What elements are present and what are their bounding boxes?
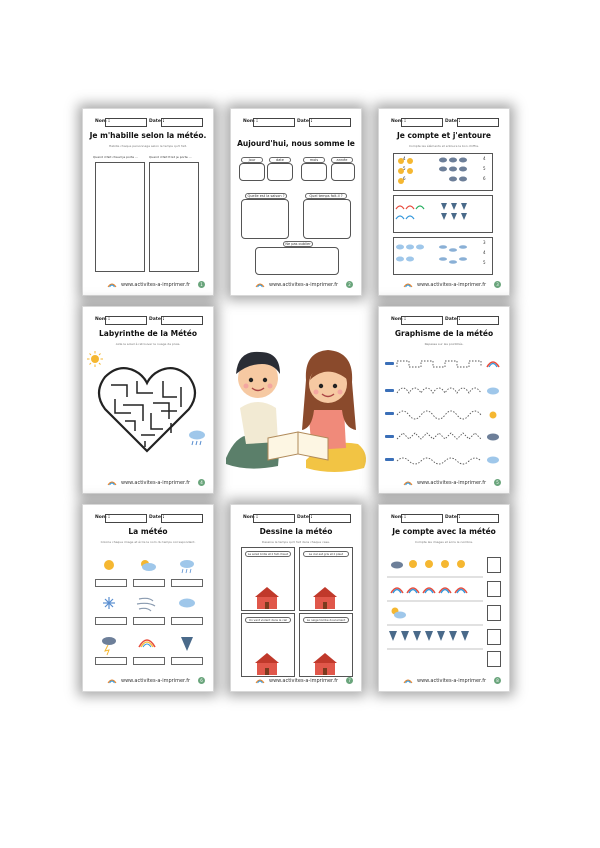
footer [83, 478, 213, 488]
date-label: Date : [445, 317, 461, 322]
worksheet-instructions: Colorie chaque image et écris le nom du temps correspondant. [100, 540, 196, 544]
footer [83, 676, 213, 686]
name-field [253, 118, 295, 127]
worksheet-title: Je compte et j'entoure [397, 131, 491, 140]
worksheet-aujourdhui[interactable] [230, 108, 362, 296]
name-label: Nom : [243, 119, 258, 124]
rain-cloud-icon [187, 429, 207, 447]
site-logo-icon [107, 281, 117, 289]
site-logo-icon [107, 479, 117, 487]
name-label: Nom : [95, 317, 110, 322]
footer-url: www.activites-a-imprimer.fr [121, 282, 191, 288]
tracing-lines [383, 353, 505, 477]
season-box [241, 199, 289, 239]
name-date-header [389, 118, 499, 126]
answer-box[interactable] [95, 657, 127, 665]
worksheet-instructions: Repasse sur les pointillés. [424, 342, 464, 346]
date-field [161, 118, 203, 127]
date-box [267, 163, 293, 181]
column-label-hot: Quand il fait chaud je porte ... [93, 155, 138, 159]
draw-prompt-2: Le ciel est gris et il pleut [303, 551, 349, 557]
page-badge: 7 [346, 677, 353, 684]
name-label: Nom : [95, 515, 110, 520]
num-option: 6 [483, 176, 486, 181]
reminder-label: Ne pas oublier [283, 241, 313, 247]
count-images [393, 153, 491, 273]
worksheet-title: La météo [128, 527, 168, 536]
worksheet-title: Dessine la météo [259, 527, 333, 536]
worksheet-instructions: Habille chaque personnage selon le temps qu'il fait. [108, 144, 188, 148]
num-option: 3 [483, 240, 486, 245]
count-answer-box[interactable] [487, 651, 501, 667]
worksheet-instructions: Dessine le temps qu'il fait dans chaque case. [262, 540, 330, 544]
draw-prompt-3: Un vent violent dans le ciel [245, 617, 291, 623]
answer-box[interactable] [171, 579, 203, 587]
date-field [309, 514, 351, 523]
footer-url: www.activites-a-imprimer.fr [417, 480, 487, 486]
worksheet-compte-entoure[interactable] [378, 108, 510, 296]
worksheet-instructions: Compte les images et écris le nombre. [414, 540, 473, 544]
worksheet-dessine[interactable] [230, 504, 362, 692]
footer [83, 280, 213, 290]
answer-box[interactable] [133, 617, 165, 625]
worksheet-labyrinthe[interactable] [82, 306, 214, 494]
month-box [301, 163, 327, 181]
site-logo-icon [403, 479, 413, 487]
worksheet-title: Aujourd'hui, nous somme le [237, 139, 355, 148]
name-date-header [93, 316, 203, 324]
draw-prompt-1: Le soleil brille et il fait chaud [245, 551, 291, 557]
name-label: Nom : [391, 317, 406, 322]
footer-url: www.activites-a-imprimer.fr [121, 678, 191, 684]
footer-url: www.activites-a-imprimer.fr [417, 678, 487, 684]
date-field [309, 118, 351, 127]
column-label-cold: Quand il fait froid je porte ... [149, 155, 192, 159]
site-logo-icon [403, 677, 413, 685]
date-label: Date : [149, 317, 165, 322]
heart-maze-icon [97, 363, 197, 455]
worksheet-habille[interactable] [82, 108, 214, 296]
worksheet-compte-meteo[interactable] [378, 504, 510, 692]
footer [379, 676, 509, 686]
site-logo-icon [403, 281, 413, 289]
name-field [253, 514, 295, 523]
page-badge: 1 [198, 281, 205, 288]
name-label: Nom : [95, 119, 110, 124]
num-option: 4 [483, 156, 486, 161]
count-rows [387, 553, 503, 677]
worksheet-instructions: Compte les éléments et entoure le bon chiffre. [408, 144, 480, 148]
date-label: Date : [297, 119, 313, 124]
name-field [105, 118, 147, 127]
name-field [401, 316, 443, 325]
answer-box[interactable] [95, 617, 127, 625]
footer-url: www.activites-a-imprimer.fr [417, 282, 487, 288]
num-option: 6 [403, 176, 406, 181]
name-date-header [241, 514, 351, 522]
year-tag: année [331, 157, 353, 163]
date-label: Date : [297, 515, 313, 520]
season-question: Quelle est la saison ? [245, 193, 287, 199]
site-logo-icon [255, 281, 265, 289]
footer [379, 478, 509, 488]
date-tag: date [269, 157, 291, 163]
answer-box[interactable] [133, 657, 165, 665]
num-option: 4 [403, 156, 406, 161]
children-reading-illustration [218, 330, 376, 480]
footer [231, 676, 361, 686]
worksheet-title: Je compte avec la météo [392, 527, 496, 536]
footer-url: www.activites-a-imprimer.fr [269, 678, 339, 684]
name-field [401, 118, 443, 127]
day-tag: jour [241, 157, 263, 163]
footer-url: www.activites-a-imprimer.fr [269, 282, 339, 288]
count-answer-box[interactable] [487, 581, 501, 597]
hot-column-box [95, 162, 145, 272]
name-date-header [241, 118, 351, 126]
name-label: Nom : [391, 119, 406, 124]
weather-box [303, 199, 351, 239]
day-box [239, 163, 265, 181]
num-option: 4 [483, 250, 486, 255]
cold-column-box [149, 162, 199, 272]
date-field [457, 316, 499, 325]
name-date-header [93, 514, 203, 522]
page-badge: 8 [494, 677, 501, 684]
name-date-header [93, 118, 203, 126]
page-badge: 3 [494, 281, 501, 288]
answer-box[interactable] [171, 657, 203, 665]
footer [379, 280, 509, 290]
name-date-header [389, 316, 499, 324]
worksheet-title: Je m'habille selon la météo. [89, 131, 207, 140]
page-badge: 6 [198, 677, 205, 684]
date-label: Date : [149, 515, 165, 520]
month-tag: mois [303, 157, 325, 163]
house-icons [241, 547, 351, 675]
date-label: Date : [445, 119, 461, 124]
worksheet-graphisme[interactable] [378, 306, 510, 494]
answer-box[interactable] [133, 579, 165, 587]
name-field [105, 316, 147, 325]
name-label: Nom : [243, 515, 258, 520]
weather-icons-grid [91, 553, 205, 667]
page-badge: 4 [198, 479, 205, 486]
reminder-box [255, 247, 339, 275]
name-field [401, 514, 443, 523]
draw-prompt-4: Le neige tombe doucement [303, 617, 349, 623]
worksheet-instructions: Aide le soleil à retrouver le nuage de pluie. [115, 342, 181, 346]
name-date-header [389, 514, 499, 522]
num-option: 5 [483, 260, 486, 265]
name-label: Nom : [391, 515, 406, 520]
worksheet-la-meteo[interactable] [82, 504, 214, 692]
count-answer-box[interactable] [487, 629, 501, 645]
date-field [161, 514, 203, 523]
num-option: 5 [403, 166, 406, 171]
date-field [457, 514, 499, 523]
count-answer-box[interactable] [487, 605, 501, 621]
footer-url: www.activites-a-imprimer.fr [121, 480, 191, 486]
answer-box[interactable] [95, 579, 127, 587]
worksheet-title: Labyrinthe de la Météo [98, 329, 197, 338]
worksheet-title: Graphisme de la météo [394, 329, 494, 338]
footer [231, 280, 361, 290]
page-badge: 5 [494, 479, 501, 486]
date-label: Date : [445, 515, 461, 520]
answer-box[interactable] [171, 617, 203, 625]
year-box [331, 163, 355, 181]
site-logo-icon [255, 677, 265, 685]
date-label: Date : [149, 119, 165, 124]
page-badge: 2 [346, 281, 353, 288]
date-field [161, 316, 203, 325]
date-field [457, 118, 499, 127]
weather-question: Quel temps fait-il ? [305, 193, 347, 199]
site-logo-icon [107, 677, 117, 685]
name-field [105, 514, 147, 523]
count-answer-box[interactable] [487, 557, 501, 573]
num-option: 5 [483, 166, 486, 171]
